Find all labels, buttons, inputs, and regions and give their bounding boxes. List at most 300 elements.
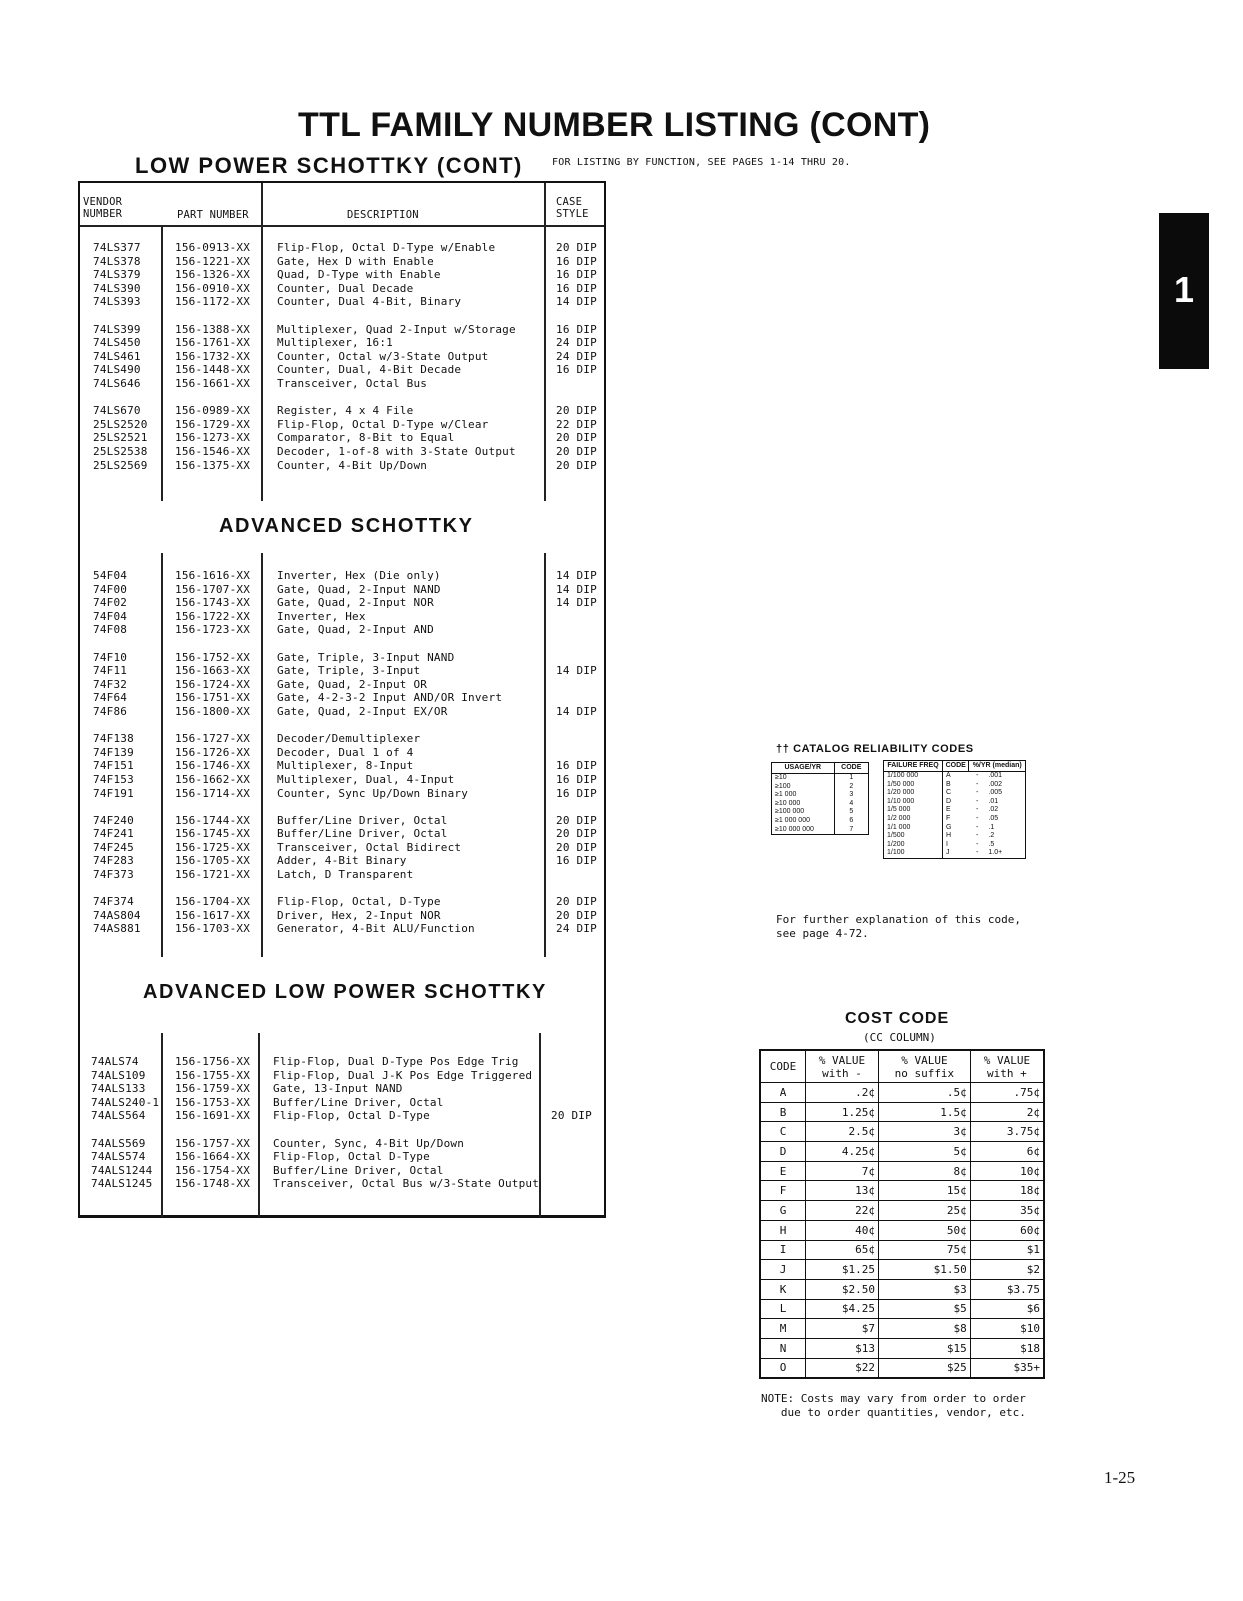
header-rule [80, 225, 604, 227]
cost-value: $8 [878, 1319, 970, 1339]
cost-row [760, 1201, 1044, 1221]
percent-per-year-header: %/YR (median) [969, 761, 1026, 772]
part-number: 156-1746-XX [175, 759, 251, 773]
description: Flip-Flop, Octal D-Type [273, 1109, 430, 1123]
case-style: 24 DIP [556, 336, 597, 350]
description: Buffer/Line Driver, Octal [277, 827, 448, 841]
reliability-codes-title: †† CATALOG RELIABILITY CODES [776, 743, 974, 755]
vendor-number: 74ALS569 [91, 1136, 146, 1150]
failure-code: I [943, 841, 969, 850]
part-number: 156-1743-XX [175, 596, 251, 610]
usage-value: ≥1 000 000 [772, 817, 835, 826]
part-number: 156-1753-XX [175, 1095, 251, 1109]
row-group [175, 895, 250, 936]
usage-value: ≥100 000 [772, 808, 835, 817]
percent-per-year: .5 [985, 841, 1025, 850]
part-number: 156-1721-XX [175, 868, 251, 882]
case-style: 14 DIP [556, 596, 597, 610]
case-style: 16 DIP [556, 281, 597, 295]
part-number: 156-1723-XX [175, 623, 251, 637]
failure-freq: 1/100 000 [884, 772, 943, 781]
cost-row [760, 1240, 1044, 1260]
part-number: 156-1725-XX [175, 840, 251, 854]
percent-per-year: .2 [985, 832, 1025, 841]
case-style [551, 1055, 592, 1069]
row-group [556, 569, 597, 637]
description: Counter, Dual, 4-Bit Decade [277, 363, 462, 377]
description: Register, 4 x 4 File [277, 404, 414, 418]
vendor-number: 74F153 [93, 772, 134, 786]
row-group [175, 732, 250, 800]
row-group [277, 323, 516, 391]
part-number: 156-1326-XX [175, 268, 251, 282]
vendor-number: 74F00 [93, 582, 128, 596]
part-number: 156-1800-XX [175, 704, 251, 718]
column-rule [161, 1033, 163, 1217]
section-2-vendor-column [93, 569, 141, 950]
cost-value: $3.75 [970, 1279, 1044, 1299]
description: Multiplexer, 16:1 [277, 336, 393, 350]
percent-per-year: 1.0+ [985, 849, 1025, 858]
usage-code: 7 [834, 826, 868, 835]
cost-header: % VALUE with - [806, 1050, 879, 1083]
description: Gate, 13-Input NAND [273, 1082, 403, 1096]
case-style: 20 DIP [556, 431, 597, 445]
description: Decoder/Demultiplexer [277, 732, 421, 746]
part-number: 156-1616-XX [175, 569, 251, 582]
row-group [93, 569, 141, 637]
header-description: DESCRIPTION [347, 209, 419, 221]
failure-row [884, 832, 1026, 841]
failure-row [884, 789, 1026, 798]
part-number: 156-1664-XX [175, 1150, 251, 1164]
cost-row [760, 1299, 1044, 1319]
cost-code-letter: N [760, 1338, 806, 1358]
case-style: 20 DIP [556, 827, 597, 841]
description: Transceiver, Octal Bidirect [277, 840, 462, 854]
vendor-number: 25LS2538 [93, 444, 148, 458]
case-style: 20 DIP [556, 908, 597, 922]
description: Multiplexer, 8-Input [277, 759, 414, 773]
cost-value: $22 [806, 1358, 879, 1378]
row-group [93, 895, 141, 936]
cost-value: 65¢ [806, 1240, 879, 1260]
part-number: 156-1707-XX [175, 582, 251, 596]
cost-header: CODE [760, 1050, 806, 1083]
cost-row [760, 1279, 1044, 1299]
cost-row [760, 1181, 1044, 1201]
row-group [273, 1055, 539, 1123]
row-group [93, 814, 141, 882]
description: Transceiver, Octal Bus w/3-State Output [273, 1177, 540, 1191]
vendor-number: 74F02 [93, 596, 128, 610]
cost-value: 10¢ [970, 1161, 1044, 1181]
column-rule [161, 553, 163, 957]
case-style: 20 DIP [556, 895, 597, 909]
case-style [556, 610, 597, 624]
case-style: 16 DIP [556, 759, 597, 773]
description: Gate, 4-2-3-2 Input AND/OR Invert [277, 691, 503, 705]
case-style: 20 DIP [556, 444, 597, 458]
case-style [556, 746, 597, 760]
description: Flip-Flop, Octal D-Type [273, 1150, 430, 1164]
cost-code-table [759, 1049, 1045, 1379]
failure-freq: 1/10 000 [884, 798, 943, 807]
case-style [556, 868, 597, 882]
case-style: 20 DIP [556, 813, 597, 827]
part-number: 156-1273-XX [175, 431, 251, 445]
part-number: 156-1755-XX [175, 1068, 251, 1082]
row-group [556, 651, 597, 719]
row-group [556, 732, 597, 800]
cost-value: 13¢ [806, 1181, 879, 1201]
section-heading: LOW POWER SCHOTTKY (CONT) [135, 153, 523, 178]
cost-value: $1 [970, 1240, 1044, 1260]
failure-freq: 1/50 000 [884, 781, 943, 790]
percent-per-year: .02 [985, 806, 1025, 815]
vendor-number: 74LS390 [93, 281, 141, 295]
case-style [556, 377, 597, 391]
vendor-number: 74LS393 [93, 295, 141, 309]
row-group [175, 241, 250, 309]
description: Counter, Sync Up/Down Binary [277, 786, 469, 800]
part-number: 156-1691-XX [175, 1109, 251, 1123]
failure-code: B [943, 781, 969, 790]
description: Driver, Hex, 2-Input NOR [277, 908, 441, 922]
failure-freq: 1/1 000 [884, 824, 943, 833]
vendor-number: 74F04 [93, 609, 128, 623]
percent-per-year: .002 [985, 781, 1025, 790]
cost-value: $35+ [970, 1358, 1044, 1378]
cost-code-letter: A [760, 1083, 806, 1103]
description: Gate, Triple, 3-Input NAND [277, 650, 455, 664]
description: Inverter, Hex (Die only) [277, 569, 441, 582]
description: Decoder, Dual 1 of 4 [277, 745, 414, 759]
section-3-case-column [551, 1055, 592, 1205]
row-group [551, 1055, 592, 1123]
description: Generator, 4-Bit ALU/Function [277, 922, 475, 936]
description: Buffer/Line Driver, Octal [277, 813, 448, 827]
cross-reference-note: FOR LISTING BY FUNCTION, SEE PAGES 1-14 THRU 20. [552, 157, 851, 168]
case-style [551, 1082, 592, 1096]
part-number: 156-0913-XX [175, 241, 251, 254]
cost-value: 75¢ [878, 1240, 970, 1260]
part-number: 156-1705-XX [175, 854, 251, 868]
dash: - [975, 797, 979, 805]
cost-value: 3¢ [878, 1122, 970, 1142]
cost-row [760, 1220, 1044, 1240]
cost-code-letter: J [760, 1260, 806, 1280]
failure-code: F [943, 815, 969, 824]
failure-code: C [943, 789, 969, 798]
failure-row [884, 781, 1026, 790]
case-style: 14 DIP [556, 664, 597, 678]
vendor-number: 74ALS240-1 [91, 1095, 160, 1109]
chapter-tab [1159, 213, 1209, 369]
vendor-number: 74ALS574 [91, 1150, 146, 1164]
failure-code: G [943, 824, 969, 833]
vendor-number: 25LS2569 [93, 458, 148, 472]
vendor-number: 25LS2521 [93, 431, 148, 445]
case-style: 20 DIP [556, 241, 597, 254]
cost-value: $3 [878, 1279, 970, 1299]
dash: - [975, 780, 979, 788]
description: Gate, Quad, 2-Input EX/OR [277, 704, 448, 718]
case-style: 16 DIP [556, 363, 597, 377]
header-vendor: VENDOR NUMBER [83, 196, 123, 220]
cost-value: $13 [806, 1338, 879, 1358]
dash: - [975, 772, 979, 779]
vendor-number: 74F283 [93, 854, 134, 868]
failure-row [884, 815, 1026, 824]
description: Buffer/Line Driver, Octal [273, 1163, 444, 1177]
row-group [175, 814, 250, 882]
cost-value: $18 [970, 1338, 1044, 1358]
row-group [277, 732, 502, 800]
row-group [91, 1055, 159, 1123]
chapter-tab-label: 1 [1173, 269, 1195, 310]
column-rule [258, 1033, 260, 1217]
usage-row [772, 817, 869, 826]
case-style [551, 1096, 592, 1110]
reliability-note: For further explanation of this code, see page 4-72. [776, 913, 1022, 940]
column-rule [261, 183, 263, 501]
case-style: 16 DIP [556, 268, 597, 282]
case-style: 24 DIP [556, 349, 597, 363]
part-number: 156-1172-XX [175, 295, 251, 309]
cost-value: $2 [970, 1260, 1044, 1280]
usage-row [772, 791, 869, 800]
failure-code: J [943, 849, 969, 858]
vendor-number: 74F191 [93, 786, 134, 800]
cost-code-letter: M [760, 1319, 806, 1339]
case-style: 16 DIP [556, 322, 597, 336]
cost-code-note: NOTE: Costs may vary from order to order due to order quantities, vendor, etc. [761, 1392, 1026, 1419]
cost-value: 25¢ [878, 1201, 970, 1221]
section-1-part-column [175, 241, 250, 486]
vendor-number: 74LS378 [93, 254, 141, 268]
failure-freq: 1/100 [884, 849, 943, 858]
column-rule [261, 553, 263, 957]
section-1-case-column [556, 241, 597, 486]
percent-per-year: .1 [985, 824, 1025, 833]
description: Flip-Flop, Dual D-Type Pos Edge Trig [273, 1055, 519, 1068]
failure-row [884, 841, 1026, 850]
usage-code: 4 [834, 800, 868, 809]
description: Multiplexer, Quad 2-Input w/Storage [277, 322, 516, 336]
description: Inverter, Hex [277, 609, 366, 623]
vendor-number: 74F374 [93, 895, 134, 909]
part-number: 156-1726-XX [175, 745, 251, 759]
cost-row [760, 1122, 1044, 1142]
part-number: 156-1729-XX [175, 417, 251, 431]
failure-freq: 1/5 000 [884, 806, 943, 815]
description: Counter, Dual Decade [277, 281, 414, 295]
part-number: 156-1663-XX [175, 664, 251, 678]
row-group [277, 651, 502, 719]
failure-row [884, 772, 1026, 781]
part-number: 156-1546-XX [175, 444, 251, 458]
vendor-number: 74LS379 [93, 268, 141, 282]
description: Gate, Triple, 3-Input [277, 664, 421, 678]
vendor-number: 74AS881 [93, 922, 141, 936]
cost-value: .75¢ [970, 1083, 1044, 1103]
usage-value: ≥1 000 [772, 791, 835, 800]
vendor-number: 74ALS74 [91, 1055, 139, 1068]
usage-code: 5 [834, 808, 868, 817]
vendor-number: 74F373 [93, 868, 134, 882]
description: Latch, D Transparent [277, 868, 414, 882]
part-number: 156-1388-XX [175, 322, 251, 336]
vendor-number: 74F240 [93, 813, 134, 827]
cost-value: $1.50 [878, 1260, 970, 1280]
case-style: 16 DIP [556, 254, 597, 268]
cost-code-letter: F [760, 1181, 806, 1201]
part-number: 156-1704-XX [175, 895, 251, 909]
cost-code-letter: K [760, 1279, 806, 1299]
vendor-number: 74LS490 [93, 363, 141, 377]
cost-value: 18¢ [970, 1181, 1044, 1201]
description: Flip-Flop, Octal, D-Type [277, 895, 441, 909]
usage-code: 6 [834, 817, 868, 826]
dash: - [975, 823, 979, 831]
section-2-description-column [277, 569, 502, 950]
part-number: 156-1724-XX [175, 677, 251, 691]
row-group [175, 569, 250, 637]
case-style: 16 DIP [556, 854, 597, 868]
part-number: 156-1756-XX [175, 1055, 251, 1068]
usage-code: 1 [834, 774, 868, 783]
failure-code-header: CODE [943, 761, 969, 772]
case-style: 14 DIP [556, 295, 597, 309]
cost-code-letter: O [760, 1358, 806, 1378]
cost-code-letter: L [760, 1299, 806, 1319]
cost-value: 15¢ [878, 1181, 970, 1201]
percent-per-year: .001 [985, 772, 1025, 781]
header-case-style: CASE STYLE [556, 196, 589, 220]
cost-code-letter: G [760, 1201, 806, 1221]
part-number: 156-1754-XX [175, 1163, 251, 1177]
dash: - [975, 849, 979, 857]
failure-row [884, 798, 1026, 807]
usage-value: ≥10 [772, 774, 835, 783]
column-rule [539, 1033, 541, 1217]
case-style: 14 DIP [556, 569, 597, 582]
page-title: TTL FAMILY NUMBER LISTING (CONT) [298, 106, 931, 144]
cost-row [760, 1338, 1044, 1358]
vendor-number: 74F138 [93, 732, 134, 746]
usage-header: USAGE/YR [772, 763, 835, 774]
usage-code: 3 [834, 791, 868, 800]
row-group [93, 651, 141, 719]
section-3-description-column [273, 1055, 539, 1205]
part-number: 156-1757-XX [175, 1136, 251, 1150]
usage-row [772, 774, 869, 783]
vendor-number: 74LS646 [93, 376, 141, 390]
cost-value: 4.25¢ [806, 1142, 879, 1162]
cost-value: 50¢ [878, 1220, 970, 1240]
row-group [277, 404, 516, 472]
cost-value: $1.25 [806, 1260, 879, 1280]
case-style: 24 DIP [556, 922, 597, 936]
failure-freq: 1/20 000 [884, 789, 943, 798]
row-group [556, 814, 597, 882]
cost-value: 1.25¢ [806, 1102, 879, 1122]
failure-freq: 1/500 [884, 832, 943, 841]
case-style [556, 623, 597, 637]
cost-value: 1.5¢ [878, 1102, 970, 1122]
vendor-number: 74F64 [93, 691, 128, 705]
cost-row [760, 1319, 1044, 1339]
usage-code: 2 [834, 783, 868, 792]
cost-row [760, 1102, 1044, 1122]
case-style: 16 DIP [556, 786, 597, 800]
dash: - [975, 806, 979, 814]
vendor-number: 74F32 [93, 677, 128, 691]
cost-code-letter: D [760, 1142, 806, 1162]
case-style: 16 DIP [556, 772, 597, 786]
vendor-number: 74ALS1244 [91, 1163, 153, 1177]
cost-value: 2¢ [970, 1102, 1044, 1122]
failure-row [884, 849, 1026, 858]
dash: - [975, 789, 979, 797]
part-number: 156-1745-XX [175, 827, 251, 841]
case-style [556, 732, 597, 746]
usage-value: ≥10 000 000 [772, 826, 835, 835]
section-title-advanced-schottky: ADVANCED SCHOTTKY [219, 515, 474, 537]
case-style: 22 DIP [556, 417, 597, 431]
row-group [556, 404, 597, 472]
usage-row [772, 826, 869, 835]
failure-code: H [943, 832, 969, 841]
part-number: 156-1752-XX [175, 650, 251, 664]
column-rule [161, 225, 163, 501]
row-group [93, 241, 148, 309]
vendor-number: 74F08 [93, 623, 128, 637]
description: Gate, Quad, 2-Input OR [277, 677, 428, 691]
dash: - [975, 814, 979, 822]
row-group [277, 814, 502, 882]
section-3-vendor-column [91, 1055, 159, 1205]
part-number: 156-1375-XX [175, 458, 251, 472]
row-group [277, 569, 502, 637]
usage-row [772, 783, 869, 792]
description: Gate, Hex D with Enable [277, 254, 434, 268]
cost-header: % VALUE with + [970, 1050, 1044, 1083]
row-group [91, 1137, 159, 1191]
vendor-number: 25LS2520 [93, 417, 148, 431]
failure-row [884, 824, 1026, 833]
failure-code: A [943, 772, 969, 781]
part-number: 156-1744-XX [175, 813, 251, 827]
case-style: 14 DIP [556, 582, 597, 596]
description: Counter, 4-Bit Up/Down [277, 458, 428, 472]
part-number: 156-0910-XX [175, 281, 251, 295]
part-number: 156-1714-XX [175, 786, 251, 800]
case-style: 20 DIP [551, 1109, 592, 1123]
description: Adder, 4-Bit Binary [277, 854, 407, 868]
row-group [93, 732, 141, 800]
cost-code-letter: I [760, 1240, 806, 1260]
failure-freq: 1/200 [884, 841, 943, 850]
usage-value: ≥100 [772, 783, 835, 792]
part-number: 156-1761-XX [175, 336, 251, 350]
row-group [175, 323, 250, 391]
usage-value: ≥10 000 [772, 800, 835, 809]
cost-value: 35¢ [970, 1201, 1044, 1221]
description: Decoder, 1-of-8 with 3-State Output [277, 444, 516, 458]
usage-row [772, 808, 869, 817]
